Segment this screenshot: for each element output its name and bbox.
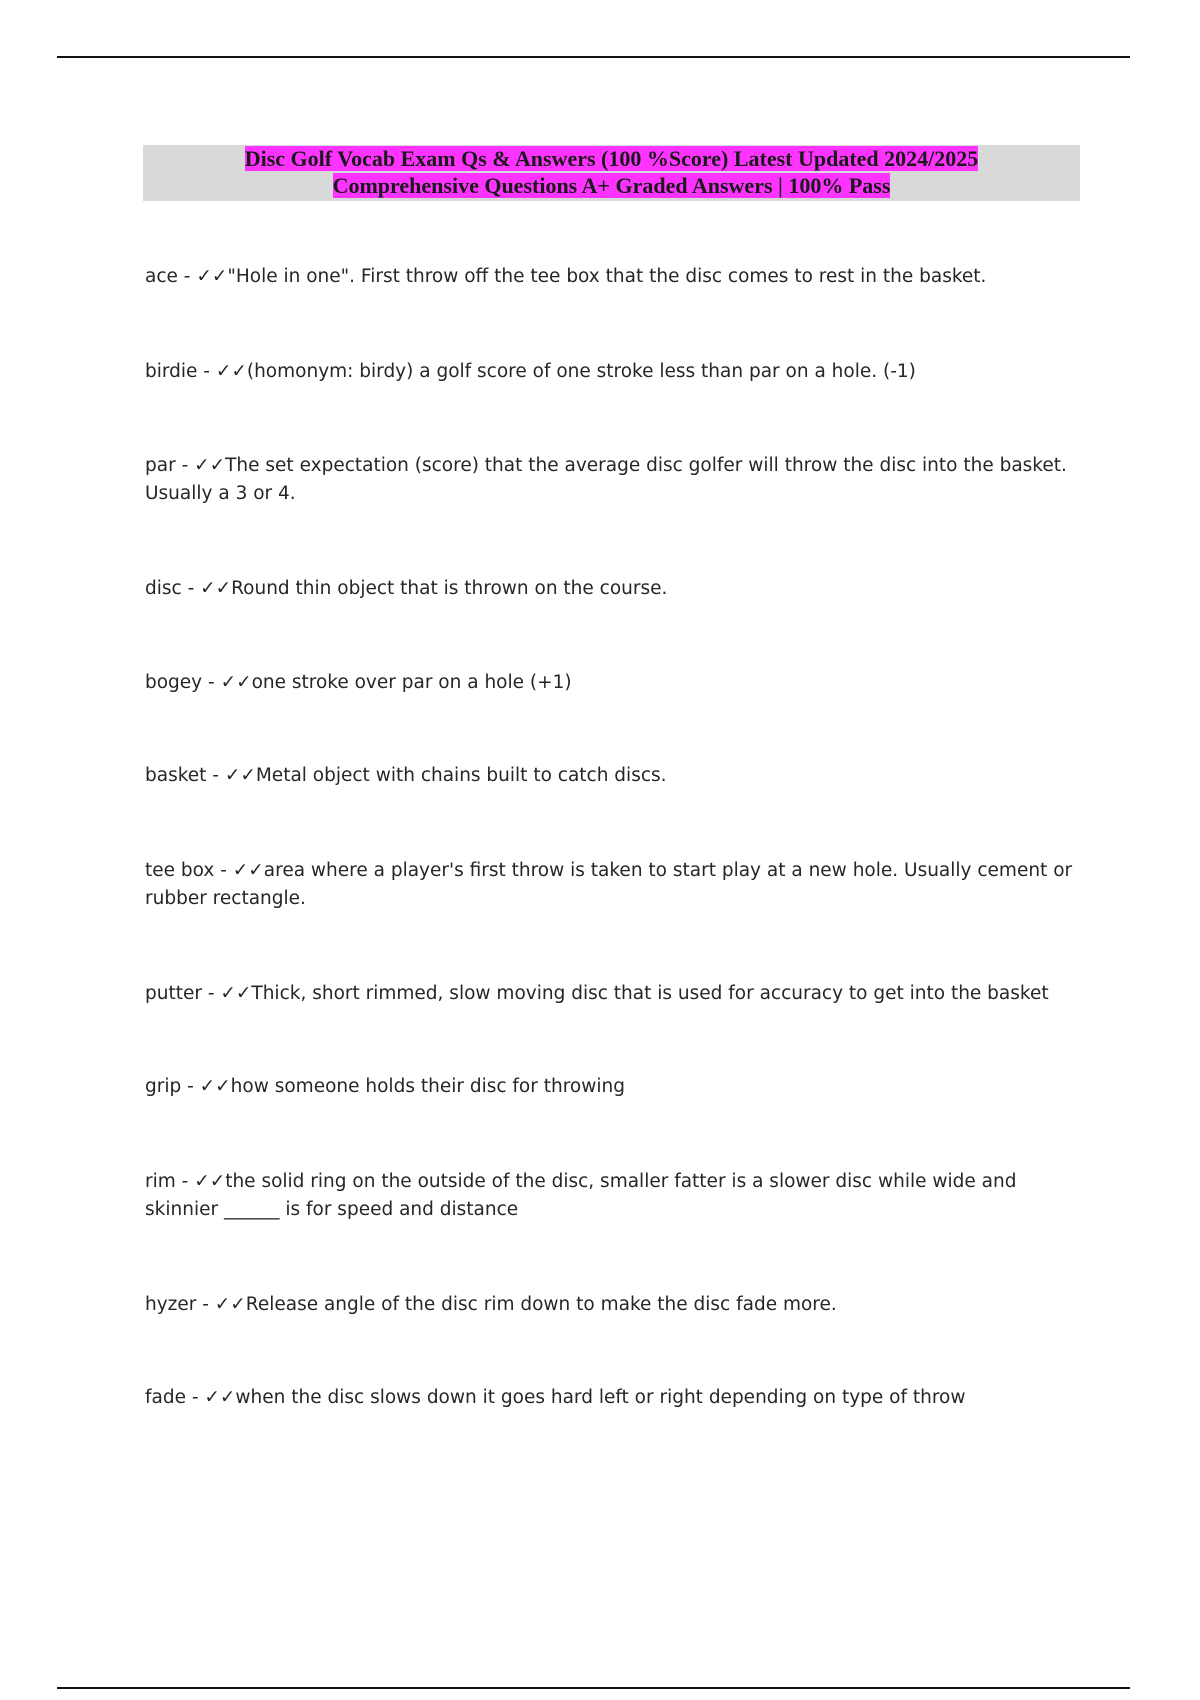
entry-disc: disc - ✓✓Round thin object that is thrown on the course. <box>145 578 668 599</box>
entry-tee-box: tee box - ✓✓area where a player's first throw is taken to start play at a new hole. Usually cement or rubber rectangle. <box>145 860 1073 909</box>
entry-bogey: bogey - ✓✓one stroke over par on a hole (+1) <box>145 672 572 693</box>
title-line-2-text: Comprehensive Questions A+ Graded Answers | 100% Pass <box>332 173 891 198</box>
entry-basket: basket - ✓✓Metal object with chains built to catch discs. <box>145 765 667 786</box>
entry-putter: putter - ✓✓Thick, short rimmed, slow moving disc that is used for accuracy to get into the basket <box>145 983 1049 1004</box>
entry-rim: rim - ✓✓the solid ring on the outside of the disc, smaller fatter is a slower disc while wide and skinnier ______ is for speed and distance <box>145 1171 1017 1220</box>
entry-par: par - ✓✓The set expectation (score) that the average disc golfer will throw the disc into the basket. Usually a 3 or 4. <box>145 455 1067 504</box>
entry-fade: fade - ✓✓when the disc slows down it goes hard left or right depending on type of throw <box>145 1387 966 1408</box>
entry-hyzer: hyzer - ✓✓Release angle of the disc rim down to make the disc fade more. <box>145 1294 837 1315</box>
vocab-list <box>145 263 1080 1412</box>
title-line-1-text: Disc Golf Vocab Exam Qs & Answers (100 %Score) Latest Updated 2024/2025 <box>244 146 979 171</box>
entry-ace: ace - ✓✓"Hole in one". First throw off the tee box that the disc comes to rest in the basket. <box>145 266 987 287</box>
title-line-2 <box>143 172 1080 199</box>
entry-birdie: birdie - ✓✓(homonym: birdy) a golf score of one stroke less than par on a hole. (-1) <box>145 361 916 382</box>
entry-grip: grip - ✓✓how someone holds their disc for throwing <box>145 1076 625 1097</box>
title-band <box>143 145 1080 201</box>
bottom-rule <box>57 1687 1130 1689</box>
top-rule <box>57 56 1130 58</box>
title-line-1 <box>143 145 1080 172</box>
